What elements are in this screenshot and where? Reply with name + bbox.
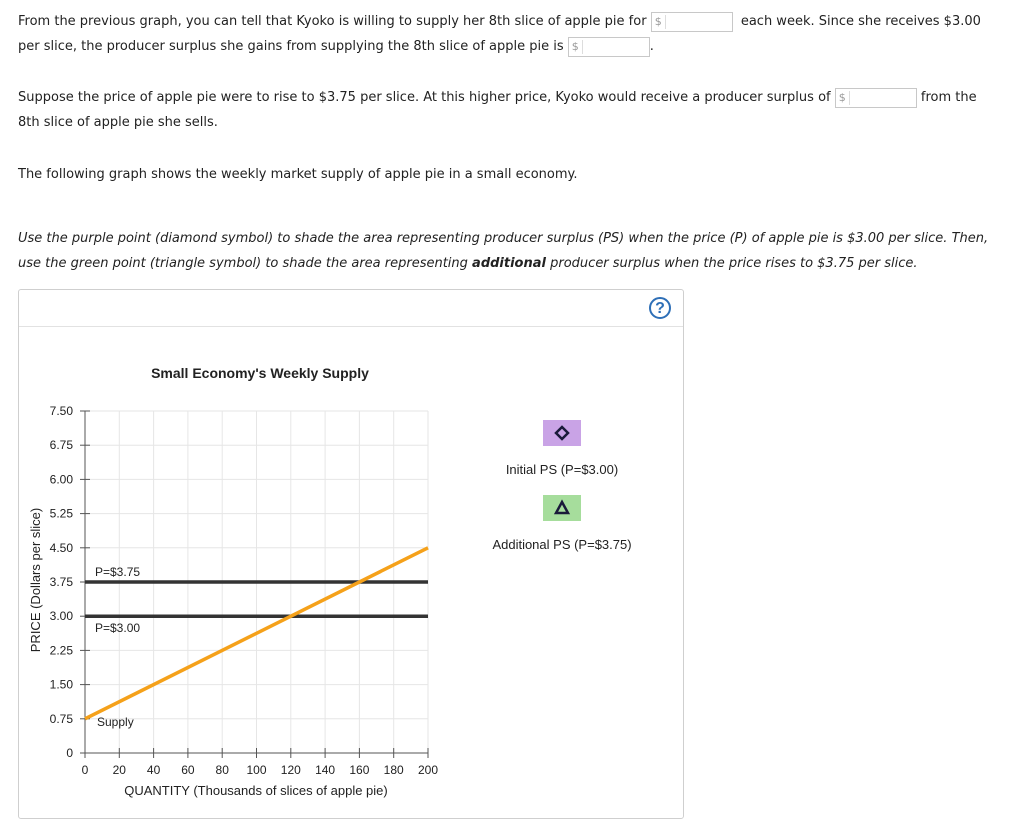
x-tick-label: 60 — [181, 763, 195, 777]
x-tick-label: 0 — [81, 763, 89, 777]
initial-ps-tool[interactable] — [543, 420, 581, 446]
x-tick-label: 180 — [383, 763, 404, 777]
currency-symbol: $ — [655, 15, 666, 29]
question-paragraph-2 — [18, 85, 1008, 135]
x-tick-label: 120 — [280, 763, 301, 777]
willing-price-field[interactable] — [651, 12, 733, 32]
x-tick-label: 20 — [112, 763, 126, 777]
price-line-label: P=$3.00 — [95, 621, 141, 636]
instruction-paragraph — [18, 226, 1008, 276]
p4-text-b: use the green point (triangle symbol) to shade the area representing — [18, 256, 468, 271]
y-tick-label: 2.25 — [49, 643, 73, 658]
chart-title: Small Economy's Weekly Supply — [151, 365, 369, 381]
y-tick-label: 3.00 — [49, 609, 73, 624]
question-paragraph-1 — [18, 9, 1008, 59]
additional-ps-tool[interactable] — [543, 495, 581, 521]
x-tick-label: 200 — [417, 763, 439, 777]
diamond-icon — [543, 420, 581, 446]
supply-chart[interactable] — [19, 290, 685, 820]
p2-text-b: from the — [920, 90, 977, 105]
ps-8th-slice-field[interactable] — [568, 37, 650, 57]
x-tick-label: 160 — [349, 763, 370, 777]
p4-text-bold: additional — [472, 256, 546, 271]
triangle-icon — [543, 495, 581, 521]
ps-higher-price-input[interactable] — [850, 90, 914, 108]
p1-text-d: . — [649, 39, 654, 54]
p1-text-b: each week. Since she receives $3.00 — [740, 14, 981, 29]
help-icon[interactable]: ? — [649, 297, 671, 319]
initial-ps-label: Initial PS (P=$3.00) — [505, 462, 619, 477]
p2-text-c: 8th slice of apple pie she sells. — [18, 115, 218, 130]
y-tick-label: 3.75 — [49, 575, 73, 589]
y-tick-label: 6.75 — [49, 438, 73, 453]
graph-panel — [18, 289, 684, 819]
currency-symbol: $ — [839, 91, 850, 105]
currency-symbol: $ — [572, 40, 583, 54]
y-tick-label: 6.00 — [49, 472, 73, 487]
y-tick-label: 5.25 — [49, 506, 73, 521]
ps-higher-price-field[interactable] — [835, 88, 917, 108]
x-tick-label: 40 — [146, 763, 161, 777]
p4-text-c: producer surplus when the price rises to $3.75 per slice. — [550, 256, 918, 271]
p4-text-a: Use the purple point (diamond symbol) to shade the area representing producer surplus (PS) when the price (P) of apple pie is $3.00 per slice. Then, — [18, 231, 989, 246]
p2-text-a: Suppose the price of apple pie were to rise to $3.75 per slice. At this higher price, Kyoko would receive a producer surplus of — [18, 90, 831, 105]
p3-text: The following graph shows the weekly market supply of apple pie in a small economy. — [18, 167, 578, 182]
x-tick-label: 80 — [215, 763, 229, 777]
y-tick-label: 0 — [66, 746, 73, 760]
question-paragraph-3 — [18, 162, 1008, 187]
x-tick-label: 100 — [246, 763, 267, 777]
x-tick-label: 140 — [315, 763, 336, 777]
p1-text-a: From the previous graph, you can tell that Kyoko is willing to supply her 8th slice of apple pie for — [18, 14, 647, 29]
willing-price-input[interactable] — [666, 14, 730, 32]
y-tick-label: 1.50 — [49, 677, 73, 692]
y-tick-label: 7.50 — [49, 404, 73, 418]
supply-curve-label: Supply — [97, 714, 134, 729]
ps-8th-slice-input[interactable] — [583, 39, 647, 57]
price-line-label: P=$3.75 — [95, 565, 141, 579]
additional-ps-label: Additional PS (P=$3.75) — [492, 537, 632, 552]
y-tick-label: 0.75 — [49, 711, 73, 726]
x-axis-label: QUANTITY (Thousands of slices of apple pie) — [124, 783, 388, 798]
p1-text-c: per slice, the producer surplus she gains from supplying the 8th slice of apple pie is — [18, 39, 564, 54]
y-tick-label: 4.50 — [49, 540, 73, 555]
y-axis-label: PRICE (Dollars per slice) — [28, 507, 43, 653]
